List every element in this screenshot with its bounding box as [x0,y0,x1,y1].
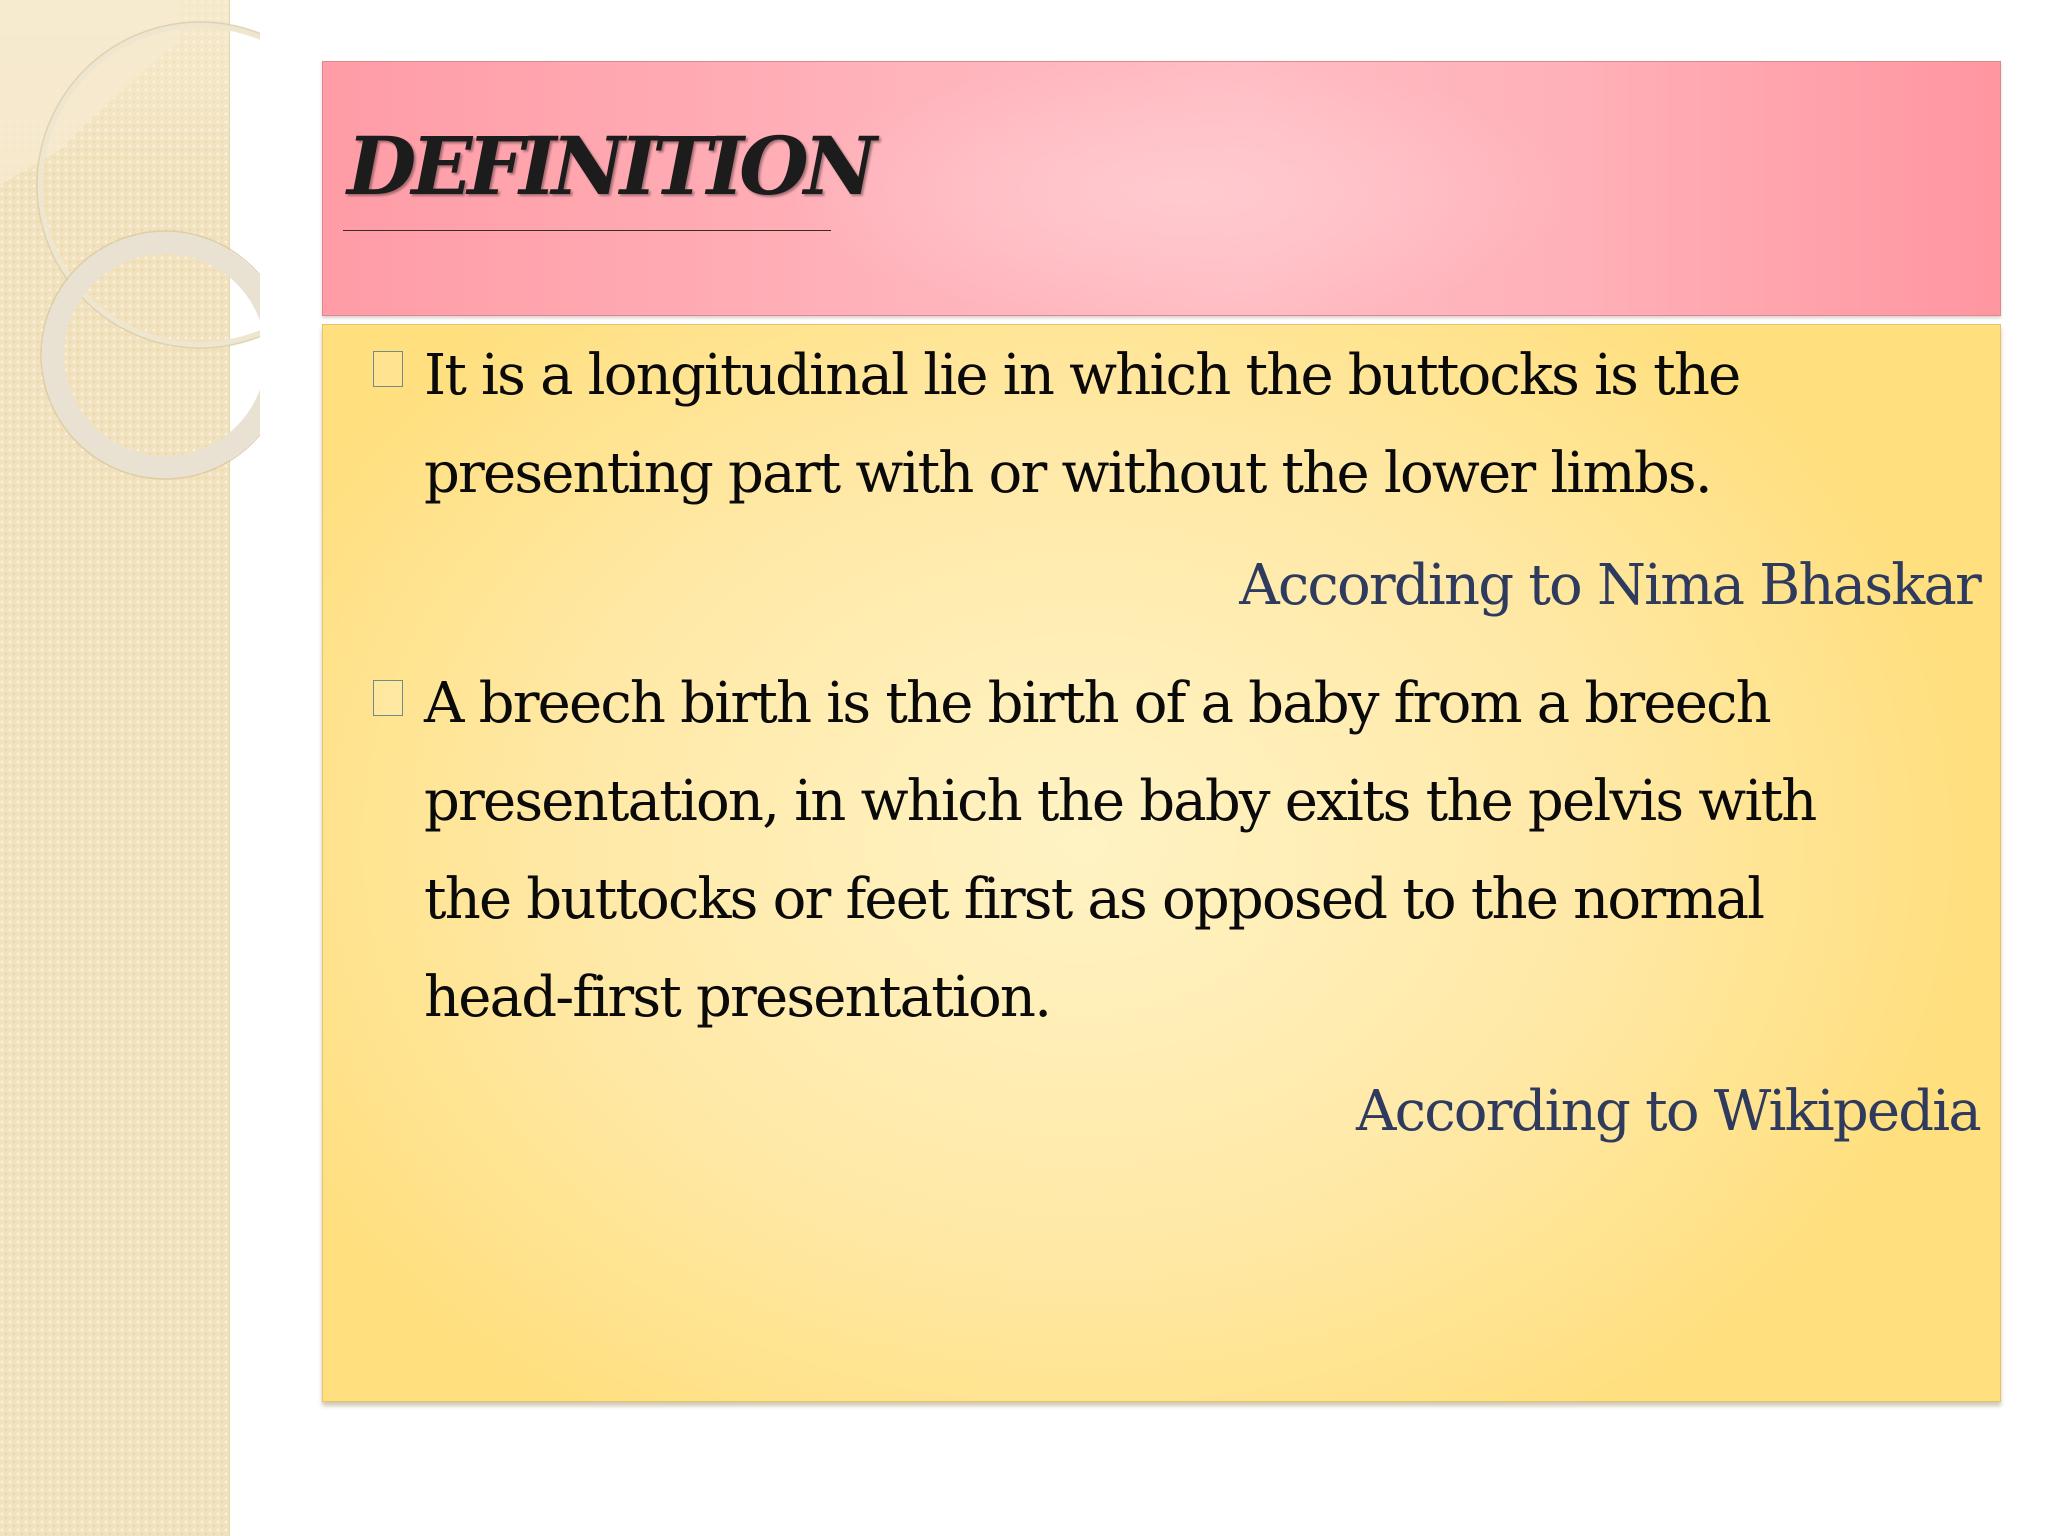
decorative-rings [0,0,260,520]
definition-text-1: It is a longitudinal lie in which the buttocks is the presenting part with or without the lower limbs. [424,343,1740,506]
square-bullet-icon [373,680,403,716]
definition-panel [322,324,2001,1402]
slide-title: DEFINITION [347,119,872,213]
square-bullet-icon [373,351,403,387]
title-band [322,61,2001,316]
definition-text-2: A breech birth is the birth of a baby from a breech presentation, in which the baby exits the pelvis with the buttocks or feet first as opposed to the normal head-first presentation. [424,671,1816,1030]
definition-source-2: According to Wikipedia [1355,1079,1980,1144]
definition-source-1: According to Nima Bhaskar [1239,553,1980,618]
title-underline [343,230,831,231]
